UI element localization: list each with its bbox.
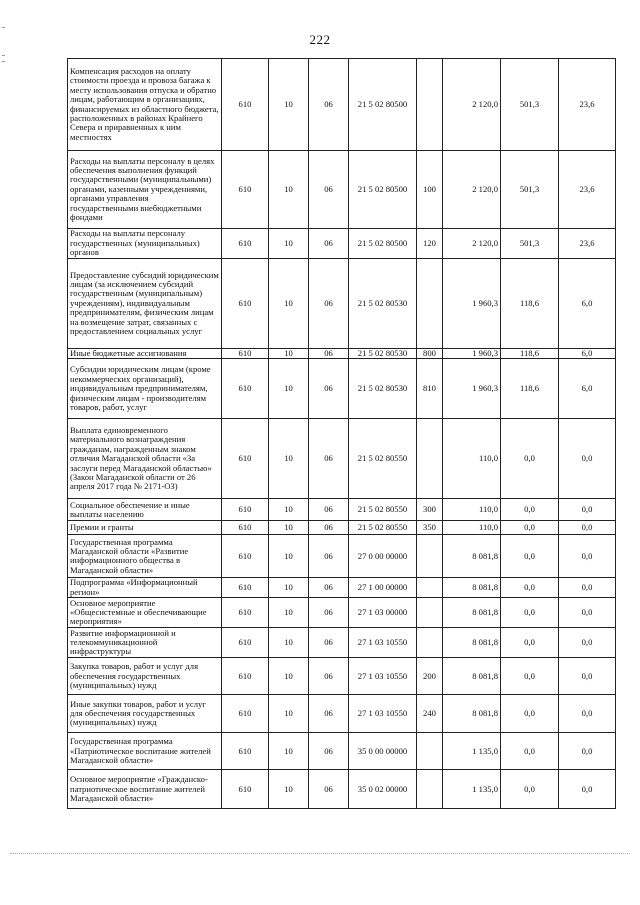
budget-table bbox=[67, 58, 616, 809]
row-amount-2: 0,0 bbox=[501, 499, 559, 521]
table-row bbox=[68, 151, 616, 229]
row-section: 10 bbox=[269, 733, 309, 770]
row-code: 610 bbox=[222, 770, 269, 809]
row-name: Расходы на выплаты персоналу в целях обеспечения выполнения функций государственными (муниципальными) органами, казенными учреждениями, органами управления государственными внебюджетными фондами bbox=[68, 151, 222, 229]
row-target-article: 27 1 03 10550 bbox=[349, 658, 417, 695]
row-amount: 1 960,3 bbox=[443, 259, 501, 349]
row-amount: 8 081,8 bbox=[443, 695, 501, 733]
row-section: 10 bbox=[269, 628, 309, 658]
row-section: 10 bbox=[269, 658, 309, 695]
row-subsection: 06 bbox=[309, 521, 349, 535]
table-row bbox=[68, 419, 616, 499]
row-amount-3: 0,0 bbox=[559, 578, 616, 598]
row-amount-3: 0,0 bbox=[559, 499, 616, 521]
row-name: Основное мероприятие «Общесистемные и обеспечивающие мероприятия» bbox=[68, 598, 222, 628]
row-section: 10 bbox=[269, 499, 309, 521]
row-code: 610 bbox=[222, 349, 269, 359]
table-row bbox=[68, 598, 616, 628]
row-subsection: 06 bbox=[309, 151, 349, 229]
row-amount: 8 081,8 bbox=[443, 535, 501, 578]
row-amount: 8 081,8 bbox=[443, 628, 501, 658]
row-amount-3: 6,0 bbox=[559, 359, 616, 419]
row-target-article: 21 5 02 80500 bbox=[349, 59, 417, 151]
row-amount-3: 0,0 bbox=[559, 419, 616, 499]
row-name: Развитие информационной и телекоммуникационной инфраструктуры bbox=[68, 628, 222, 658]
row-subsection: 06 bbox=[309, 733, 349, 770]
row-subsection: 06 bbox=[309, 628, 349, 658]
row-code: 610 bbox=[222, 499, 269, 521]
row-expense-type bbox=[417, 59, 443, 151]
row-amount: 110,0 bbox=[443, 521, 501, 535]
row-amount-2: 501,3 bbox=[501, 151, 559, 229]
row-target-article: 21 5 02 80500 bbox=[349, 229, 417, 259]
row-subsection: 06 bbox=[309, 229, 349, 259]
row-amount-2: 0,0 bbox=[501, 733, 559, 770]
row-name: Иные закупки товаров, работ и услуг для обеспечения государственных (муниципальных) нужд bbox=[68, 695, 222, 733]
row-subsection: 06 bbox=[309, 658, 349, 695]
row-expense-type: 810 bbox=[417, 359, 443, 419]
row-target-article: 21 5 02 80530 bbox=[349, 349, 417, 359]
row-section: 10 bbox=[269, 349, 309, 359]
row-amount: 1 135,0 bbox=[443, 770, 501, 809]
row-section: 10 bbox=[269, 535, 309, 578]
row-target-article: 27 1 00 00000 bbox=[349, 578, 417, 598]
row-code: 610 bbox=[222, 535, 269, 578]
row-section: 10 bbox=[269, 151, 309, 229]
row-amount-3: 0,0 bbox=[559, 658, 616, 695]
row-subsection: 06 bbox=[309, 770, 349, 809]
row-code: 610 bbox=[222, 359, 269, 419]
row-subsection: 06 bbox=[309, 359, 349, 419]
row-amount-2: 501,3 bbox=[501, 59, 559, 151]
row-amount: 2 120,0 bbox=[443, 229, 501, 259]
row-name: Предоставление субсидий юридическим лицам (за исключением субсидий государственным (муниципальным) учреждениям), индивидуальным предпринимателям, физическим лицам на возмещение затрат, связанных с предоставлением социальных услуг bbox=[68, 259, 222, 349]
table-row bbox=[68, 349, 616, 359]
row-section: 10 bbox=[269, 229, 309, 259]
row-amount-3: 0,0 bbox=[559, 598, 616, 628]
row-target-article: 21 5 02 80550 bbox=[349, 521, 417, 535]
row-section: 10 bbox=[269, 578, 309, 598]
row-code: 610 bbox=[222, 151, 269, 229]
row-expense-type bbox=[417, 419, 443, 499]
row-subsection: 06 bbox=[309, 499, 349, 521]
row-section: 10 bbox=[269, 598, 309, 628]
row-name: Социальное обеспечение и иные выплаты населению bbox=[68, 499, 222, 521]
table-row bbox=[68, 521, 616, 535]
row-subsection: 06 bbox=[309, 349, 349, 359]
table-row bbox=[68, 229, 616, 259]
row-expense-type: 200 bbox=[417, 658, 443, 695]
row-amount-3: 6,0 bbox=[559, 259, 616, 349]
row-target-article: 21 5 02 80550 bbox=[349, 419, 417, 499]
row-target-article: 21 5 02 80530 bbox=[349, 259, 417, 349]
row-section: 10 bbox=[269, 521, 309, 535]
row-section: 10 bbox=[269, 695, 309, 733]
row-name: Субсидии юридическим лицам (кроме некоммерческих организаций), индивидуальным предпринимателям, физическим лицам - производителям товаров, работ, услуг bbox=[68, 359, 222, 419]
row-target-article: 35 0 00 00000 bbox=[349, 733, 417, 770]
page-number: 222 bbox=[309, 32, 331, 47]
scan-edge-marks bbox=[0, 0, 10, 905]
table-row bbox=[68, 259, 616, 349]
row-expense-type bbox=[417, 578, 443, 598]
row-amount: 110,0 bbox=[443, 499, 501, 521]
table-row bbox=[68, 359, 616, 419]
row-amount-3: 23,6 bbox=[559, 229, 616, 259]
row-code: 610 bbox=[222, 598, 269, 628]
row-amount: 1 960,3 bbox=[443, 359, 501, 419]
row-amount-3: 23,6 bbox=[559, 151, 616, 229]
row-expense-type bbox=[417, 733, 443, 770]
row-amount-2: 0,0 bbox=[501, 578, 559, 598]
row-section: 10 bbox=[269, 259, 309, 349]
row-subsection: 06 bbox=[309, 535, 349, 578]
row-amount: 2 120,0 bbox=[443, 59, 501, 151]
row-amount: 8 081,8 bbox=[443, 578, 501, 598]
row-expense-type: 120 bbox=[417, 229, 443, 259]
row-amount: 1 135,0 bbox=[443, 733, 501, 770]
row-section: 10 bbox=[269, 419, 309, 499]
table-row bbox=[68, 59, 616, 151]
row-amount-3: 0,0 bbox=[559, 733, 616, 770]
row-expense-type bbox=[417, 598, 443, 628]
row-code: 610 bbox=[222, 59, 269, 151]
row-name: Подпрограмма «Информационный регион» bbox=[68, 578, 222, 598]
row-code: 610 bbox=[222, 658, 269, 695]
row-amount-2: 0,0 bbox=[501, 419, 559, 499]
row-subsection: 06 bbox=[309, 598, 349, 628]
row-name: Иные бюджетные ассигнования bbox=[68, 349, 222, 359]
row-subsection: 06 bbox=[309, 695, 349, 733]
row-name: Премии и гранты bbox=[68, 521, 222, 535]
row-code: 610 bbox=[222, 733, 269, 770]
row-amount-2: 0,0 bbox=[501, 521, 559, 535]
row-amount: 8 081,8 bbox=[443, 658, 501, 695]
row-name: Основное мероприятие «Гражданско-патриотическое воспитание жителей Магаданской области» bbox=[68, 770, 222, 809]
row-expense-type: 240 bbox=[417, 695, 443, 733]
row-target-article: 27 0 00 00000 bbox=[349, 535, 417, 578]
row-target-article: 21 5 02 80500 bbox=[349, 151, 417, 229]
table-row bbox=[68, 770, 616, 809]
row-name: Государственная программа «Патриотическое воспитание жителей Магаданской области» bbox=[68, 733, 222, 770]
row-name: Выплата единовременного материального вознаграждения гражданам, награжденным знаком отличия Магаданской области «За заслуги перед Магаданской областью» (Закон Магаданской области от 26 апреля 2017 года № 2171-ОЗ) bbox=[68, 419, 222, 499]
row-amount-3: 6,0 bbox=[559, 349, 616, 359]
row-section: 10 bbox=[269, 59, 309, 151]
row-expense-type bbox=[417, 259, 443, 349]
table-row bbox=[68, 499, 616, 521]
row-name: Компенсация расходов на оплату стоимости проезда и провоза багажа к месту использования отпуска и обратно лицам, работающим в организациях, финансируемых из областного бюджета, расположенных в районах Крайнего Севера и приравненных к ним местностях bbox=[68, 59, 222, 151]
row-name: Государственная программа Магаданской области «Развитие информационного общества в Магаданской области» bbox=[68, 535, 222, 578]
row-expense-type bbox=[417, 535, 443, 578]
row-code: 610 bbox=[222, 229, 269, 259]
row-target-article: 21 5 02 80550 bbox=[349, 499, 417, 521]
row-amount-2: 501,3 bbox=[501, 229, 559, 259]
row-subsection: 06 bbox=[309, 578, 349, 598]
row-amount: 1 960,3 bbox=[443, 349, 501, 359]
row-expense-type: 350 bbox=[417, 521, 443, 535]
row-target-article: 27 1 03 10550 bbox=[349, 628, 417, 658]
row-name: Расходы на выплаты персоналу государственных (муниципальных) органов bbox=[68, 229, 222, 259]
row-amount-2: 0,0 bbox=[501, 658, 559, 695]
table-row bbox=[68, 733, 616, 770]
row-amount-2: 0,0 bbox=[501, 695, 559, 733]
row-subsection: 06 bbox=[309, 59, 349, 151]
row-code: 610 bbox=[222, 259, 269, 349]
row-amount: 110,0 bbox=[443, 419, 501, 499]
row-code: 610 bbox=[222, 628, 269, 658]
row-amount-2: 118,6 bbox=[501, 259, 559, 349]
row-amount-2: 118,6 bbox=[501, 349, 559, 359]
row-target-article: 35 0 02 00000 bbox=[349, 770, 417, 809]
row-amount-2: 0,0 bbox=[501, 598, 559, 628]
row-amount-3: 0,0 bbox=[559, 535, 616, 578]
row-target-article: 27 1 03 00000 bbox=[349, 598, 417, 628]
row-amount-3: 0,0 bbox=[559, 695, 616, 733]
row-expense-type bbox=[417, 770, 443, 809]
scan-bottom-line bbox=[10, 853, 630, 855]
row-target-article: 21 5 02 80530 bbox=[349, 359, 417, 419]
row-amount: 2 120,0 bbox=[443, 151, 501, 229]
row-section: 10 bbox=[269, 359, 309, 419]
row-amount-2: 0,0 bbox=[501, 628, 559, 658]
row-subsection: 06 bbox=[309, 419, 349, 499]
row-amount-2: 0,0 bbox=[501, 770, 559, 809]
row-target-article: 27 1 03 10550 bbox=[349, 695, 417, 733]
table-row bbox=[68, 535, 616, 578]
row-amount-3: 0,0 bbox=[559, 521, 616, 535]
table-row bbox=[68, 628, 616, 658]
row-name: Закупка товаров, работ и услуг для обеспечения государственных (муниципальных) нужд bbox=[68, 658, 222, 695]
table-row bbox=[68, 658, 616, 695]
row-code: 610 bbox=[222, 419, 269, 499]
row-expense-type: 300 bbox=[417, 499, 443, 521]
row-amount-3: 0,0 bbox=[559, 770, 616, 809]
row-section: 10 bbox=[269, 770, 309, 809]
row-amount-3: 0,0 bbox=[559, 628, 616, 658]
row-expense-type: 800 bbox=[417, 349, 443, 359]
row-amount-2: 0,0 bbox=[501, 535, 559, 578]
row-amount-3: 23,6 bbox=[559, 59, 616, 151]
row-subsection: 06 bbox=[309, 259, 349, 349]
row-amount-2: 118,6 bbox=[501, 359, 559, 419]
row-expense-type: 100 bbox=[417, 151, 443, 229]
row-expense-type bbox=[417, 628, 443, 658]
row-code: 610 bbox=[222, 578, 269, 598]
table-row bbox=[68, 695, 616, 733]
table-row bbox=[68, 578, 616, 598]
row-code: 610 bbox=[222, 695, 269, 733]
row-code: 610 bbox=[222, 521, 269, 535]
row-amount: 8 081,8 bbox=[443, 598, 501, 628]
